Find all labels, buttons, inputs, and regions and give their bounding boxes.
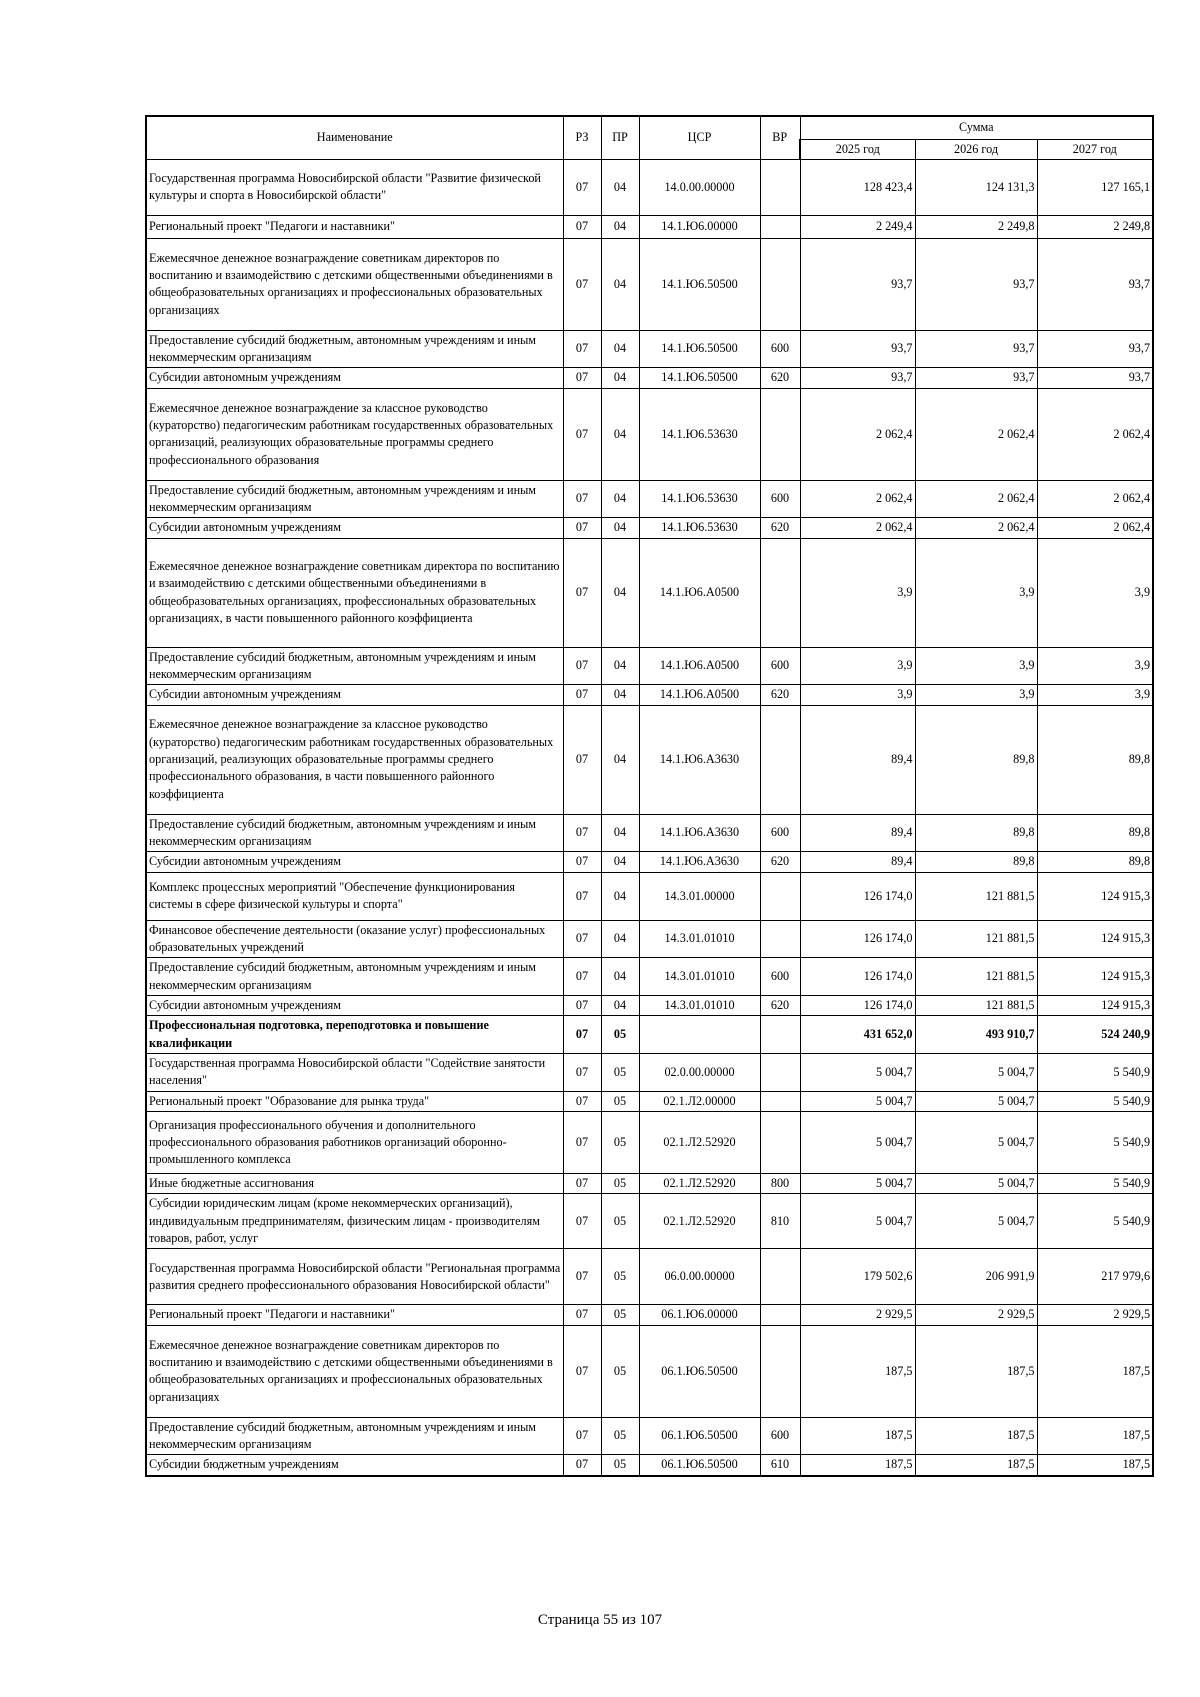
row-name: Региональный проект "Педагоги и наставники" [146, 1305, 563, 1325]
row-vr [760, 238, 800, 330]
row-csr: 06.0.00.00000 [639, 1249, 760, 1305]
row-sum-2025: 126 174,0 [800, 872, 915, 920]
row-name: Государственная программа Новосибирской области "Развитие физической культуры и спорта в Новосибирской области" [146, 159, 563, 215]
row-name: Организация профессионального обучения и дополнительного профессионального образования работников организаций оборонно-промышленного комплекса [146, 1112, 563, 1174]
header-year-2026: 2026 год [915, 139, 1037, 159]
row-vr: 620 [760, 852, 800, 872]
row-sum-2025: 3,9 [800, 647, 915, 685]
row-vr: 800 [760, 1174, 800, 1194]
row-pr: 05 [601, 1455, 639, 1476]
row-sum-2027: 5 540,9 [1037, 1091, 1153, 1111]
row-sum-2027: 89,8 [1037, 705, 1153, 814]
row-pr: 04 [601, 705, 639, 814]
row-pr: 05 [601, 1016, 639, 1054]
table-row [146, 480, 1153, 518]
budget-table [145, 115, 1154, 1477]
row-sum-2025: 128 423,4 [800, 159, 915, 215]
row-csr: 14.1.Ю6.50500 [639, 330, 760, 368]
row-sum-2026: 3,9 [915, 685, 1037, 705]
row-csr: 14.1.Ю6.А0500 [639, 685, 760, 705]
row-vr: 620 [760, 685, 800, 705]
row-sum-2026: 206 991,9 [915, 1249, 1037, 1305]
row-csr: 06.1.Ю6.50500 [639, 1455, 760, 1476]
row-csr: 02.1.Л2.52920 [639, 1112, 760, 1174]
row-pr: 04 [601, 518, 639, 538]
row-sum-2026: 2 062,4 [915, 388, 1037, 480]
row-sum-2027: 217 979,6 [1037, 1249, 1153, 1305]
row-sum-2025: 93,7 [800, 368, 915, 388]
row-sum-2027: 5 540,9 [1037, 1054, 1153, 1092]
row-pr: 05 [601, 1325, 639, 1417]
row-name: Субсидии бюджетным учреждениям [146, 1455, 563, 1476]
row-rz: 07 [563, 814, 601, 852]
row-sum-2027: 5 540,9 [1037, 1112, 1153, 1174]
row-sum-2027: 187,5 [1037, 1417, 1153, 1455]
row-vr: 600 [760, 647, 800, 685]
row-rz: 07 [563, 518, 601, 538]
row-sum-2026: 187,5 [915, 1417, 1037, 1455]
table-row [146, 996, 1153, 1016]
row-sum-2027: 187,5 [1037, 1325, 1153, 1417]
row-sum-2025: 187,5 [800, 1455, 915, 1476]
row-sum-2027: 187,5 [1037, 1455, 1153, 1476]
table-row [146, 814, 1153, 852]
row-csr: 06.1.Ю6.50500 [639, 1325, 760, 1417]
row-name: Субсидии автономным учреждениям [146, 996, 563, 1016]
row-name: Государственная программа Новосибирской области "Содействие занятости населения" [146, 1054, 563, 1092]
row-csr: 14.1.Ю6.А0500 [639, 647, 760, 685]
row-sum-2027: 124 915,3 [1037, 958, 1153, 996]
row-name: Ежемесячное денежное вознаграждение за классное руководство (кураторство) педагогическим работникам государственных образовательных организаций, реализующих образовательные программы среднего профессионального образования [146, 388, 563, 480]
row-sum-2025: 93,7 [800, 238, 915, 330]
row-rz: 07 [563, 1112, 601, 1174]
table-row [146, 368, 1153, 388]
row-rz: 07 [563, 920, 601, 958]
row-sum-2026: 5 004,7 [915, 1091, 1037, 1111]
row-rz: 07 [563, 996, 601, 1016]
row-csr: 14.0.00.00000 [639, 159, 760, 215]
table-row [146, 920, 1153, 958]
row-csr: 14.3.01.01010 [639, 958, 760, 996]
row-pr: 05 [601, 1194, 639, 1249]
row-vr [760, 1016, 800, 1054]
row-vr: 600 [760, 330, 800, 368]
row-vr [760, 1112, 800, 1174]
row-vr [760, 159, 800, 215]
table-row [146, 238, 1153, 330]
header-rz: РЗ [563, 116, 601, 159]
row-name: Ежемесячное денежное вознаграждение советникам директора по воспитанию и взаимодействию с детскими общественными объединениями в общеобразовательных организациях, профессиональных образовательных организациях, в части повышенного районного коэффициента [146, 538, 563, 647]
row-vr [760, 872, 800, 920]
row-sum-2027: 127 165,1 [1037, 159, 1153, 215]
row-csr [639, 1016, 760, 1054]
row-name: Субсидии автономным учреждениям [146, 518, 563, 538]
row-pr: 04 [601, 852, 639, 872]
row-vr: 600 [760, 958, 800, 996]
row-csr: 14.3.01.01010 [639, 920, 760, 958]
row-csr: 14.1.Ю6.50500 [639, 368, 760, 388]
row-sum-2027: 89,8 [1037, 852, 1153, 872]
row-rz: 07 [563, 1194, 601, 1249]
row-sum-2025: 5 004,7 [800, 1091, 915, 1111]
row-pr: 04 [601, 215, 639, 238]
row-sum-2025: 179 502,6 [800, 1249, 915, 1305]
row-rz: 07 [563, 1054, 601, 1092]
row-sum-2026: 93,7 [915, 238, 1037, 330]
row-rz: 07 [563, 852, 601, 872]
row-sum-2027: 89,8 [1037, 814, 1153, 852]
row-sum-2026: 187,5 [915, 1325, 1037, 1417]
table-row [146, 685, 1153, 705]
row-sum-2025: 3,9 [800, 685, 915, 705]
row-csr: 14.1.Ю6.00000 [639, 215, 760, 238]
row-sum-2027: 2 062,4 [1037, 480, 1153, 518]
row-vr [760, 1305, 800, 1325]
table-row [146, 1305, 1153, 1325]
row-name: Предоставление субсидий бюджетным, автономным учреждениям и иным некоммерческим организациям [146, 814, 563, 852]
row-sum-2026: 93,7 [915, 330, 1037, 368]
row-vr: 610 [760, 1455, 800, 1476]
row-name: Предоставление субсидий бюджетным, автономным учреждениям и иным некоммерческим организациям [146, 330, 563, 368]
row-sum-2026: 5 004,7 [915, 1054, 1037, 1092]
header-pr: ПР [601, 116, 639, 159]
row-rz: 07 [563, 872, 601, 920]
row-csr: 06.1.Ю6.50500 [639, 1417, 760, 1455]
row-csr: 02.0.00.00000 [639, 1054, 760, 1092]
row-vr: 620 [760, 518, 800, 538]
row-name: Финансовое обеспечение деятельности (оказание услуг) профессиональных образовательных учреждений [146, 920, 563, 958]
header-csr: ЦСР [639, 116, 760, 159]
row-sum-2026: 3,9 [915, 538, 1037, 647]
row-rz: 07 [563, 215, 601, 238]
row-vr: 600 [760, 1417, 800, 1455]
table-row [146, 1016, 1153, 1054]
row-sum-2026: 5 004,7 [915, 1174, 1037, 1194]
row-sum-2025: 126 174,0 [800, 996, 915, 1016]
row-name: Субсидии автономным учреждениям [146, 685, 563, 705]
row-name: Субсидии автономным учреждениям [146, 852, 563, 872]
row-vr [760, 705, 800, 814]
row-pr: 05 [601, 1417, 639, 1455]
row-vr [760, 538, 800, 647]
row-pr: 04 [601, 647, 639, 685]
table-row [146, 1455, 1153, 1476]
row-sum-2026: 5 004,7 [915, 1112, 1037, 1174]
row-sum-2026: 121 881,5 [915, 872, 1037, 920]
row-sum-2025: 2 062,4 [800, 518, 915, 538]
row-vr [760, 1054, 800, 1092]
row-name: Субсидии автономным учреждениям [146, 368, 563, 388]
row-sum-2026: 89,8 [915, 852, 1037, 872]
row-sum-2027: 3,9 [1037, 647, 1153, 685]
row-rz: 07 [563, 1016, 601, 1054]
row-pr: 05 [601, 1305, 639, 1325]
row-rz: 07 [563, 330, 601, 368]
row-sum-2027: 524 240,9 [1037, 1016, 1153, 1054]
row-sum-2026: 3,9 [915, 647, 1037, 685]
row-sum-2025: 2 062,4 [800, 480, 915, 518]
row-sum-2026: 493 910,7 [915, 1016, 1037, 1054]
row-sum-2025: 89,4 [800, 852, 915, 872]
row-sum-2025: 126 174,0 [800, 920, 915, 958]
row-csr: 14.1.Ю6.53630 [639, 518, 760, 538]
row-sum-2025: 2 249,4 [800, 215, 915, 238]
row-sum-2025: 2 929,5 [800, 1305, 915, 1325]
row-rz: 07 [563, 958, 601, 996]
row-sum-2027: 93,7 [1037, 330, 1153, 368]
row-pr: 04 [601, 330, 639, 368]
table-row [146, 1249, 1153, 1305]
row-csr: 02.1.Л2.52920 [639, 1174, 760, 1194]
row-sum-2025: 89,4 [800, 705, 915, 814]
row-name: Комплекс процессных мероприятий "Обеспечение функционирования системы в сфере физической культуры и спорта" [146, 872, 563, 920]
row-rz: 07 [563, 368, 601, 388]
row-vr: 620 [760, 368, 800, 388]
row-sum-2025: 3,9 [800, 538, 915, 647]
row-sum-2026: 187,5 [915, 1455, 1037, 1476]
row-name: Региональный проект "Педагоги и наставники" [146, 215, 563, 238]
row-rz: 07 [563, 1417, 601, 1455]
row-sum-2025: 187,5 [800, 1417, 915, 1455]
row-pr: 04 [601, 958, 639, 996]
row-pr: 04 [601, 159, 639, 215]
row-vr [760, 1325, 800, 1417]
row-name: Предоставление субсидий бюджетным, автономным учреждениям и иным некоммерческим организациям [146, 480, 563, 518]
page-number: Страница 55 из 107 [537, 1612, 663, 1628]
table-row [146, 1325, 1153, 1417]
header-year-2027: 2027 год [1037, 139, 1153, 159]
row-pr: 04 [601, 872, 639, 920]
row-vr [760, 920, 800, 958]
row-rz: 07 [563, 159, 601, 215]
row-rz: 07 [563, 1305, 601, 1325]
header-sum: Сумма [800, 116, 1153, 139]
row-sum-2025: 187,5 [800, 1325, 915, 1417]
row-sum-2027: 2 062,4 [1037, 388, 1153, 480]
row-sum-2025: 5 004,7 [800, 1112, 915, 1174]
row-csr: 14.1.Ю6.53630 [639, 388, 760, 480]
row-name: Иные бюджетные ассигнования [146, 1174, 563, 1194]
row-rz: 07 [563, 480, 601, 518]
row-rz: 07 [563, 1325, 601, 1417]
row-csr: 14.1.Ю6.50500 [639, 238, 760, 330]
row-sum-2026: 89,8 [915, 705, 1037, 814]
row-sum-2027: 5 540,9 [1037, 1174, 1153, 1194]
row-rz: 07 [563, 685, 601, 705]
row-pr: 04 [601, 238, 639, 330]
row-name: Субсидии юридическим лицам (кроме некоммерческих организаций), индивидуальным предпринимателям, физическим лицам - производителям товаров, работ, услуг [146, 1194, 563, 1249]
row-pr: 05 [601, 1249, 639, 1305]
row-sum-2025: 93,7 [800, 330, 915, 368]
row-sum-2026: 121 881,5 [915, 958, 1037, 996]
row-csr: 14.3.01.01010 [639, 996, 760, 1016]
row-rz: 07 [563, 238, 601, 330]
row-sum-2026: 89,8 [915, 814, 1037, 852]
row-sum-2027: 124 915,3 [1037, 920, 1153, 958]
row-sum-2026: 2 062,4 [915, 518, 1037, 538]
table-row [146, 1417, 1153, 1455]
row-sum-2027: 93,7 [1037, 238, 1153, 330]
table-body [146, 159, 1153, 1475]
row-rz: 07 [563, 1249, 601, 1305]
table-row [146, 1112, 1153, 1174]
table-row [146, 852, 1153, 872]
row-vr [760, 1249, 800, 1305]
row-name: Предоставление субсидий бюджетным, автономным учреждениям и иным некоммерческим организациям [146, 1417, 563, 1455]
row-name: Предоставление субсидий бюджетным, автономным учреждениям и иным некоммерческим организациям [146, 647, 563, 685]
row-sum-2027: 93,7 [1037, 368, 1153, 388]
row-rz: 07 [563, 1455, 601, 1476]
table-row [146, 215, 1153, 238]
header-vr: ВР [760, 116, 800, 159]
table-row [146, 647, 1153, 685]
row-pr: 04 [601, 538, 639, 647]
table-row [146, 159, 1153, 215]
row-sum-2025: 5 004,7 [800, 1054, 915, 1092]
row-sum-2027: 5 540,9 [1037, 1194, 1153, 1249]
row-sum-2026: 2 249,8 [915, 215, 1037, 238]
table-row [146, 538, 1153, 647]
row-sum-2026: 2 929,5 [915, 1305, 1037, 1325]
row-sum-2027: 3,9 [1037, 685, 1153, 705]
table-row [146, 330, 1153, 368]
header-name: Наименование [146, 116, 563, 159]
table-row [146, 1174, 1153, 1194]
row-sum-2027: 3,9 [1037, 538, 1153, 647]
row-sum-2026: 93,7 [915, 368, 1037, 388]
table-row [146, 958, 1153, 996]
row-sum-2025: 5 004,7 [800, 1194, 915, 1249]
row-sum-2026: 5 004,7 [915, 1194, 1037, 1249]
table-row [146, 1054, 1153, 1092]
row-csr: 14.1.Ю6.А3630 [639, 814, 760, 852]
table-row [146, 872, 1153, 920]
row-vr [760, 1091, 800, 1111]
row-name: Ежемесячное денежное вознаграждение советникам директоров по воспитанию и взаимодействию с детскими общественными объединениями в общеобразовательных организациях и профессиональных образовательных организациях [146, 1325, 563, 1417]
row-pr: 05 [601, 1054, 639, 1092]
row-name: Профессиональная подготовка, переподготовка и повышение квалификации [146, 1016, 563, 1054]
row-name: Ежемесячное денежное вознаграждение советникам директоров по воспитанию и взаимодействию с детскими общественными объединениями в общеобразовательных организациях и профессиональных образовательных организациях [146, 238, 563, 330]
row-pr: 04 [601, 685, 639, 705]
row-sum-2027: 124 915,3 [1037, 996, 1153, 1016]
row-sum-2026: 124 131,3 [915, 159, 1037, 215]
row-pr: 04 [601, 996, 639, 1016]
row-name: Ежемесячное денежное вознаграждение за классное руководство (кураторство) педагогическим работникам государственных образовательных организаций, реализующих образовательные программы среднего профессионального образования, в части повышенного районного коэффициента [146, 705, 563, 814]
row-pr: 04 [601, 814, 639, 852]
row-rz: 07 [563, 388, 601, 480]
row-vr: 810 [760, 1194, 800, 1249]
row-rz: 07 [563, 1174, 601, 1194]
row-name: Предоставление субсидий бюджетным, автономным учреждениям и иным некоммерческим организациям [146, 958, 563, 996]
row-rz: 07 [563, 705, 601, 814]
row-sum-2027: 2 062,4 [1037, 518, 1153, 538]
row-rz: 07 [563, 538, 601, 647]
row-csr: 14.1.Ю6.А0500 [639, 538, 760, 647]
row-pr: 05 [601, 1112, 639, 1174]
table-row [146, 518, 1153, 538]
row-csr: 14.1.Ю6.А3630 [639, 852, 760, 872]
row-sum-2025: 126 174,0 [800, 958, 915, 996]
row-sum-2027: 2 249,8 [1037, 215, 1153, 238]
row-pr: 04 [601, 388, 639, 480]
table-row [146, 705, 1153, 814]
row-sum-2026: 121 881,5 [915, 920, 1037, 958]
row-pr: 04 [601, 368, 639, 388]
row-csr: 02.1.Л2.52920 [639, 1194, 760, 1249]
row-rz: 07 [563, 647, 601, 685]
table-row [146, 388, 1153, 480]
row-csr: 06.1.Ю6.00000 [639, 1305, 760, 1325]
row-pr: 05 [601, 1091, 639, 1111]
row-csr: 14.3.01.00000 [639, 872, 760, 920]
row-vr: 600 [760, 814, 800, 852]
table-row [146, 1091, 1153, 1111]
row-sum-2025: 431 652,0 [800, 1016, 915, 1054]
row-name: Государственная программа Новосибирской области "Региональная программа развития среднего профессионального образования Новосибирской области" [146, 1249, 563, 1305]
row-sum-2026: 2 062,4 [915, 480, 1037, 518]
row-rz: 07 [563, 1091, 601, 1111]
row-sum-2027: 124 915,3 [1037, 872, 1153, 920]
row-sum-2026: 121 881,5 [915, 996, 1037, 1016]
table-header [146, 116, 1153, 159]
row-csr: 14.1.Ю6.А3630 [639, 705, 760, 814]
row-pr: 05 [601, 1174, 639, 1194]
table-row [146, 1194, 1153, 1249]
row-sum-2025: 2 062,4 [800, 388, 915, 480]
row-sum-2025: 5 004,7 [800, 1174, 915, 1194]
row-csr: 14.1.Ю6.53630 [639, 480, 760, 518]
row-sum-2025: 89,4 [800, 814, 915, 852]
row-csr: 02.1.Л2.00000 [639, 1091, 760, 1111]
row-pr: 04 [601, 480, 639, 518]
row-vr: 600 [760, 480, 800, 518]
row-pr: 04 [601, 920, 639, 958]
header-year-2025: 2025 год [800, 139, 915, 159]
row-vr [760, 215, 800, 238]
row-sum-2027: 2 929,5 [1037, 1305, 1153, 1325]
row-vr: 620 [760, 996, 800, 1016]
row-vr [760, 388, 800, 480]
row-name: Региональный проект "Образование для рынка труда" [146, 1091, 563, 1111]
